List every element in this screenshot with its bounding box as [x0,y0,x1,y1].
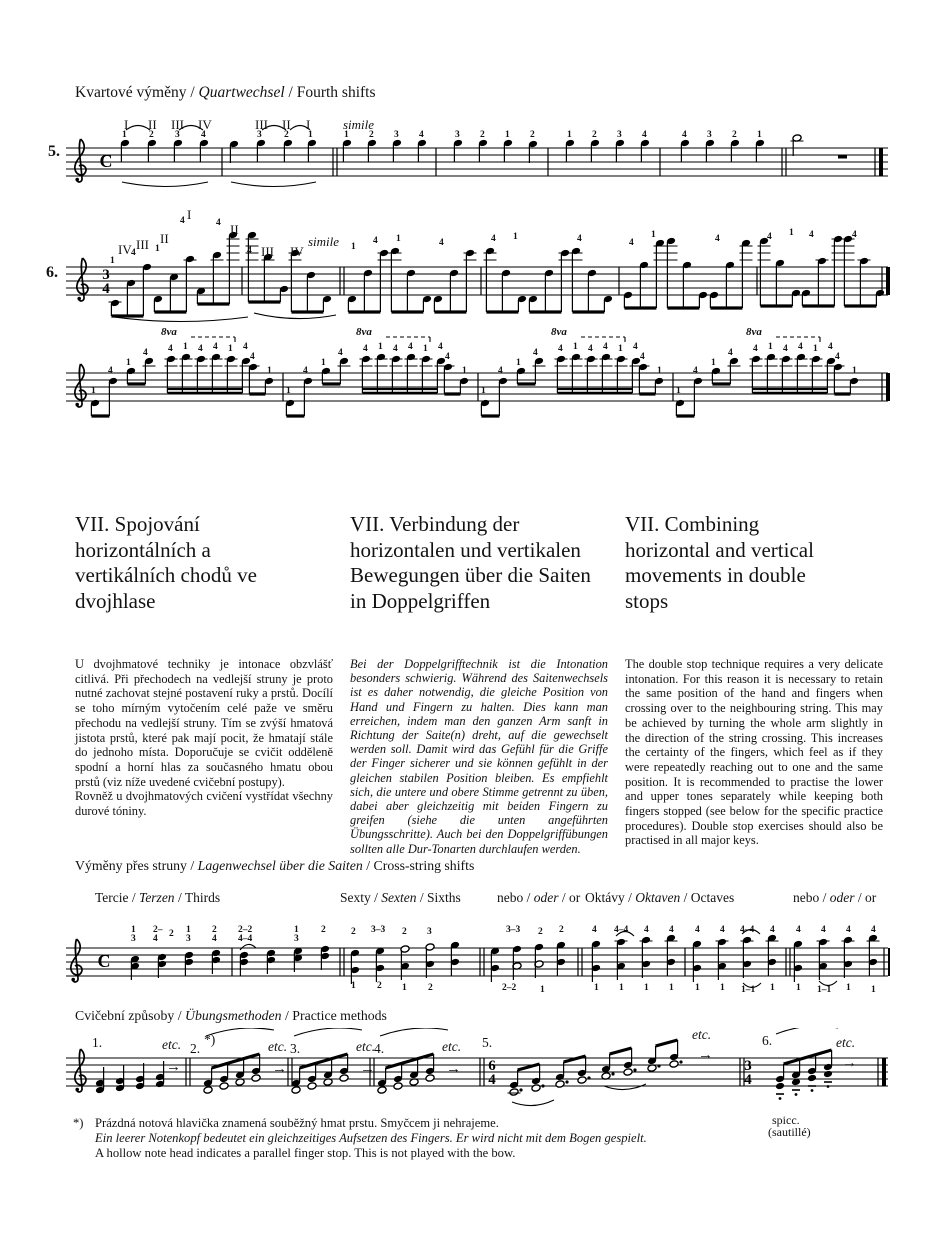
fingering-number: 4 [168,344,173,354]
fingering-number: 2 [480,130,485,140]
fingering-number: 4 [408,342,413,352]
practice-step-number: *) [204,1032,216,1047]
fingering-number: 1 [711,358,716,368]
fingering-number: 2 [538,927,543,937]
fingering-number: 1 [378,342,383,352]
heading-german: Quartwechsel [198,84,285,101]
fingering-number: 4 [693,366,698,376]
fingering-number: 4 [180,216,185,226]
footnote-marker: *) [73,1116,84,1130]
fingering-number: 3 [186,934,191,944]
fingering-number: 1 [294,925,299,935]
practice-step-number: 2. [190,1041,201,1056]
fingering-number: 1 [669,983,674,993]
fingering-number: 1 [770,983,775,993]
column-english [625,512,883,848]
music-staff [40,118,890,213]
fingering-number: 1 [619,983,624,993]
fingering-number: 4 [201,130,206,140]
fingering-number: 4 [445,352,450,362]
fingering-number: 4 [131,248,136,258]
fingering-number: 2 [732,130,737,140]
fingering-number: 2 [402,927,407,937]
position-numeral: II [230,222,239,237]
column-czech [75,512,333,819]
fingering-number: 4 [728,348,733,358]
fingering-number: 1 [321,358,326,368]
interval-label: Tercie / Terzen / Thirds [95,890,221,905]
fingering-number: 4 [644,925,649,935]
fingering-number: 1 [155,244,160,254]
fingering-number: 1 [651,230,656,240]
fingering-number: 2 [351,927,356,937]
fingering-number: 1–1 [741,985,756,995]
fingering-number: 2 [369,130,374,140]
continuation-arrow: → [842,1055,857,1071]
fingering-number: 1 [720,983,725,993]
fingering-number: 1 [657,366,662,376]
svg-text:3: 3 [744,1058,752,1074]
fingering-number: 4 [809,230,814,240]
fingering-number: 1–1 [817,985,832,995]
section-heading-practice-methods [75,1008,387,1024]
fingering-number: 1 [573,342,578,352]
fingering-number: 1 [423,344,428,354]
fingering-number: 4 [213,342,218,352]
fingering-number: 4 [588,344,593,354]
fingering-number: 1 [846,983,851,993]
position-numeral: I [306,117,311,132]
separator: / [186,858,198,873]
footnote [73,1116,693,1162]
fingering-number: 4 [682,130,687,140]
fingering-number: 3 [427,927,432,937]
fingering-number: 4 [212,934,217,944]
etc-label: etc. [836,1035,856,1050]
fingering-number: 4–4 [740,925,755,935]
svg-text:3: 3 [102,267,110,283]
fingering-number: 4 [633,342,638,352]
fingering-number: 2 [169,929,174,939]
fingering-number: 4 [835,352,840,362]
fingering-number: 4 [533,348,538,358]
fingering-number: 4 [577,234,582,244]
fingering-number: 1 [286,386,291,396]
fingering-number: 4 [491,234,496,244]
octave-marking: 8va [746,326,762,338]
bowing-label: (sautillé) [768,1125,811,1139]
continuation-arrow: → [446,1061,461,1077]
etc-label: etc. [268,1039,288,1054]
fingering-number: 1 [267,366,272,376]
fingering-number: 1 [131,925,136,935]
heading-czech: Výměny přes struny [75,858,187,873]
fingering-number: 2 [149,130,154,140]
fingering-number: 4 [642,130,647,140]
fingering-number: 2 [559,925,564,935]
position-numeral: III [136,237,149,252]
svg-text:C: C [99,151,113,171]
svg-text:4: 4 [102,281,110,297]
fingering-number: 1 [695,983,700,993]
fingering-number: 1 [540,985,545,995]
fingering-number: 3 [131,934,136,944]
svg-text:4: 4 [744,1072,752,1088]
fingering-number: 4 [798,342,803,352]
fingering-number: 4 [767,232,772,242]
fingering-number: 1 [594,983,599,993]
fingering-number: 1 [308,130,313,140]
interval-label: nebo / oder / or [497,890,581,905]
fingering-number: 4 [715,234,720,244]
octave-marking: 8va [551,326,567,338]
fingering-number: 3 [707,130,712,140]
position-numeral: III [171,117,184,132]
heading-english: Cross-string shifts [373,858,475,873]
simile-label: simile [343,117,375,132]
fingering-number: 1 [505,130,510,140]
fingering-number: 1 [513,232,518,242]
practice-step-number: 5. [482,1035,493,1050]
interval-label: Sexty / Sexten / Sixths [340,890,461,905]
position-numeral: II [148,117,157,132]
fingering-number: 3 [294,934,299,944]
fingering-number: 4 [498,366,503,376]
fingering-number: 3–3 [371,925,386,935]
separator: / [281,1008,293,1023]
fingering-number: 2– [153,925,163,935]
music-system-exercise-6-continued [40,323,890,435]
fingering-number: 1 [462,366,467,376]
fingering-number: 4 [108,366,113,376]
position-numeral: I [124,117,129,132]
fingering-number: 1 [852,366,857,376]
fingering-number: 4 [250,352,255,362]
fingering-number: 4 [198,344,203,354]
fingering-number: 4 [153,934,158,944]
continuation-arrow: → [272,1061,287,1077]
separator: / [186,84,199,101]
fingering-number: 1 [351,242,356,252]
heading-german: Lagenwechsel über die Saiten [197,858,363,873]
footnote-czech: Prázdná notová hlavička znamená souběžný hmat prstu. Smyčcem ji nehrajeme. [95,1116,499,1130]
fingering-number: 4 [603,342,608,352]
fingering-number: 3 [455,130,460,140]
separator: / [174,1008,185,1023]
fingering-number: 4 [363,344,368,354]
practice-step-number: 4. [374,1041,385,1056]
fingering-number: 3 [617,130,622,140]
music-staff [40,205,890,330]
music-staff [40,926,890,1010]
music-system-exercise-6 [40,205,890,330]
fingering-number: 4 [247,246,252,256]
fingering-number: 1 [91,386,96,396]
music-staff [40,323,890,435]
fingering-number: 4 [796,925,801,935]
fingering-number: 1 [567,130,572,140]
fingering-number: 4 [303,366,308,376]
fingering-number: 4 [338,348,343,358]
practice-step-number: 1. [92,1035,103,1050]
fingering-number: 4 [640,352,645,362]
fingering-number: 2–2 [502,983,517,993]
fingering-number: 4 [753,344,758,354]
fingering-number: 1 [402,983,407,993]
fingering-number: 1 [618,344,623,354]
etc-label: etc. [442,1039,462,1054]
footnote-german: Ein leerer Notenkopf bedeutet ein gleichzeitiges Aufsetzen des Fingers. Er wird nicht mit dem Bogen gespielt. [95,1131,647,1146]
fingering-number: 1 [126,358,131,368]
column-body-czech [75,657,333,819]
exercise-number: 5. [48,143,60,160]
position-numeral: III [261,244,274,259]
fingering-number: 1 [644,983,649,993]
column-heading-czech: VII. Spojování horizontálních a vertikálních chodů ve dvojhlase [75,512,257,613]
fingering-number: 4 [720,925,725,935]
simile-label: simile [308,234,340,249]
paragraph: U dvojhmatové techniky je intonace obzvlášť citlivá. Při přechodech na vedlejší struny je proto nutné zachovat stejné postavení ruky a prstů. Docílí se toho mírným vytočením celé paže ve směru přechodu na vedlejší struny. Tím se zvýší hmatová jistota prstů, které pak mají pocit, že hmatají stále do jednoho místa. Doporučuje se cvičit odděleně spodní a horní hlas za současného hmatu obou prstů (viz níže uvedené cvičební postupy). [75,657,333,789]
fingering-number: 1 [768,342,773,352]
etc-label: etc. [356,1039,376,1054]
interval-label: nebo / oder / or [793,890,877,905]
fingering-number: 4 [871,925,876,935]
octave-marking: 8va [356,326,372,338]
fingering-number: 1 [516,358,521,368]
fingering-number: 1 [813,344,818,354]
fingering-number: 4 [373,236,378,246]
fingering-number: 1 [796,983,801,993]
heading-german: Übungsmethoden [184,1008,282,1023]
heading-english: Practice methods [292,1008,387,1023]
fingering-number: 1 [110,256,115,266]
fingering-number: 1 [757,130,762,140]
interval-labels-row [0,890,940,910]
column-body-english [625,657,883,848]
interval-label: Oktávy / Oktaven / Octaves [585,890,735,905]
fingering-number: 3 [175,130,180,140]
fingering-number: 1 [186,925,191,935]
position-numeral: IV [118,242,132,257]
position-numeral: I [187,207,192,222]
exercise-number: 6. [46,264,58,281]
fingering-number: 2 [377,981,382,991]
fingering-number: 4 [216,218,221,228]
separator: / [362,858,374,873]
continuation-arrow: → [698,1047,713,1063]
fingering-number: 4 [852,230,857,240]
heading-czech: Kvartové výměny [75,84,187,101]
fingering-number: 4 [770,925,775,935]
fingering-number: 1 [122,130,127,140]
fingering-number: 4 [629,238,634,248]
fingering-number: 3–3 [506,925,521,935]
music-system-cross-string [40,926,890,1010]
fingering-number: 1 [676,386,681,396]
fingering-number: 4 [846,925,851,935]
heading-czech: Cvičební způsoby [75,1008,175,1023]
svg-text:C: C [97,951,111,971]
column-heading-english: VII. Combining horizontal and vertical movements in double stops [625,512,814,613]
section-heading-cross-string [75,858,474,874]
fingering-number: 4 [669,925,674,935]
paragraph: Bei der Doppelgrifftechnik ist die Intonation besonders schwierig. Während des Saitenwechsels ist es daher notwendig, die gleiche Position von Hand und Fingern zu halten. Dies kann man erreichen, indem man den ganzen Arm sanft in Richtung der Saite(n) dreht, auf die gewechselt werden soll. Damit wird das Gefühl für die Griffe der Finger sicherer und sie können gefühlt in der gleichen stabilen Position bleiben. Es empfiehlt sich, die untere und obere Stimme getrennt zu üben, dabei aber gleichzeitig mit beiden Fingern zu greifen (siehe die unten angeführten Übungsschritte). Auch bei den Doppelgriffübungen sollten alle Dur-Tonarten durchlaufen werden. [350,657,608,856]
fingering-number: 2 [321,925,326,935]
fingering-number: 2 [428,983,433,993]
paragraph: Rovněž u dvojhmatových cvičení vystřídat všechny durové tóniny. [75,789,333,819]
octave-marking: 8va [161,326,177,338]
fingering-number: 4 [828,342,833,352]
column-german [350,512,608,856]
fingering-number: 1 [344,130,349,140]
fingering-number: 2 [212,925,217,935]
music-system-exercise-5 [40,118,890,213]
position-numeral: II [282,117,291,132]
column-heading-german: VII. Verbindung der horizontalen und vertikalen Bewegungen über die Saiten in Doppelgriffen [350,512,591,613]
fingering-number: 4 [419,130,424,140]
fingering-number: 4 [783,344,788,354]
position-numeral: II [160,231,169,246]
fingering-number: 1 [396,234,401,244]
svg-text:4: 4 [488,1072,496,1088]
fingering-number: 4–4 [238,934,253,944]
footnote-english: A hollow note head indicates a parallel finger stop. This is not played with the bow. [95,1146,516,1161]
position-numeral: III [255,117,268,132]
heading-english: Fourth shifts [296,84,376,101]
fingering-number: 2 [284,130,289,140]
fingering-number: 1 [228,344,233,354]
continuation-arrow: → [166,1059,181,1075]
practice-step-number: 3. [290,1041,301,1056]
fingering-number: 4 [695,925,700,935]
fingering-number: 4 [438,342,443,352]
fingering-number: 4–4 [614,925,629,935]
fingering-number: 1 [481,386,486,396]
fingering-number: 3 [257,130,262,140]
fingering-number: 4 [439,238,444,248]
fingering-number: 1 [183,342,188,352]
fingering-number: 1 [871,985,876,995]
column-body-german [350,657,608,856]
fingering-number: 4 [821,925,826,935]
fingering-number: 3 [394,130,399,140]
fingering-number: 4 [393,344,398,354]
practice-step-number: 6. [762,1033,773,1048]
position-numeral: IV [290,244,304,259]
etc-label: etc. [162,1037,182,1052]
fingering-number: 4 [143,348,148,358]
separator: / [284,84,297,101]
svg-text:6: 6 [488,1058,496,1074]
fingering-number: 2 [592,130,597,140]
fingering-number: 4 [592,925,597,935]
continuation-arrow: → [360,1061,375,1077]
etc-label: etc. [692,1027,712,1042]
fingering-number: 4 [243,342,248,352]
fingering-number: 1 [789,228,794,238]
fingering-number: 1 [351,981,356,991]
fingering-number: 2–2 [238,925,253,935]
section-heading-fourth-shifts [75,84,376,102]
position-numeral: IV [198,117,212,132]
paragraph: The double stop technique requires a very delicate intonation. For this reason it is necessary to retain the same position of the hand and fingers when crossing over to the neighbouring string. This may be achieved by turning the whole arm slightly in the direction of the string crossing. This increases the certainty of the fingers, which feel as if they were repeatedly reaching out to one and the same position. It is recommended to practise the lower and upper tones separately while keeping both fingers stopped (see below for the specific practice procedures). Double stop exercises should also be practised in all major keys. [625,657,883,848]
fingering-number: 4 [558,344,563,354]
bowing-label: spicc. [772,1113,800,1127]
fingering-number: 2 [530,130,535,140]
